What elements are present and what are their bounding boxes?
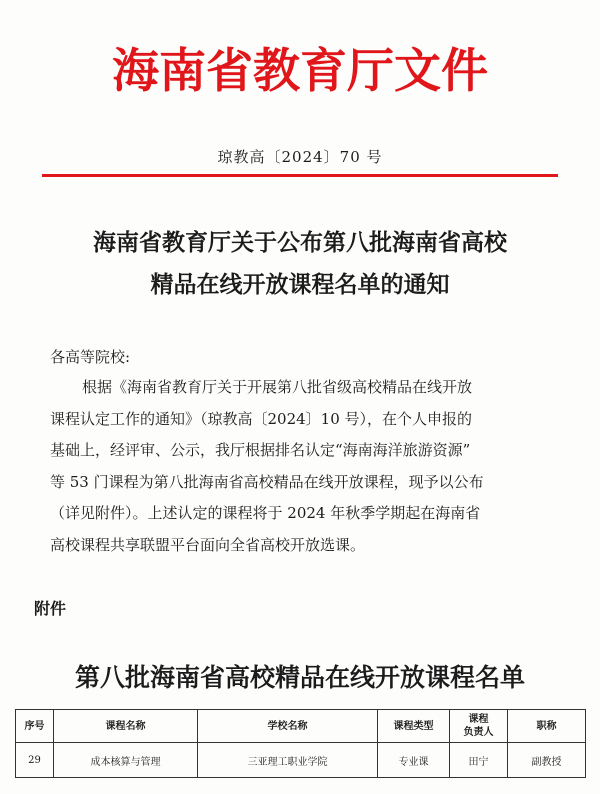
document-header-title: 海南省教育厅文件 — [112, 44, 488, 99]
cell-leader: 田宁 — [450, 743, 508, 778]
header-school: 学校名称 — [198, 710, 378, 743]
notice-title-line-1: 海南省教育厅关于公布第八批海南省高校 — [93, 230, 507, 256]
cell-school: 三亚理工职业学院 — [198, 743, 378, 778]
body-line: （详见附件）。上述认定的课程将于 2024 年秋季学期起在海南省 — [50, 504, 481, 522]
cell-seq: 29 — [16, 743, 54, 778]
document-number: 琼教高〔2024〕70 号 — [217, 148, 383, 166]
body-line: 等 53 门课程为第八批海南省高校精品在线开放课程，现予以公布 — [50, 472, 484, 491]
header-leader — [450, 710, 508, 743]
header-leader-line-2: 负责人 — [463, 727, 494, 738]
body-line: 基础上，经评审、公示，我厅根据排名认定“海南海洋旅游资源” — [50, 441, 471, 459]
table-header-row — [16, 710, 586, 743]
addressee: 各高等院校: — [50, 348, 131, 366]
header-rank: 职称 — [508, 710, 586, 743]
header-leader-line-1: 课程 — [468, 714, 489, 725]
cell-course: 成本核算与管理 — [54, 743, 198, 778]
table-row — [16, 743, 586, 778]
course-table — [15, 709, 586, 778]
header-type: 课程类型 — [378, 710, 450, 743]
attachment-label: 附件 — [34, 599, 67, 618]
body-line: 根据《海南省教育厅关于开展第八批省级高校精品在线开放 — [82, 378, 473, 396]
header-seq: 序号 — [16, 710, 54, 743]
notice-title-line-2: 精品在线开放课程名单的通知 — [150, 272, 450, 298]
notice-title — [0, 222, 600, 306]
body-line: 课程认定工作的通知》（琼教高〔2024〕10 号），在个人申报的 — [50, 409, 473, 428]
cell-type: 专业课 — [378, 743, 450, 778]
red-divider — [42, 174, 558, 177]
header-course: 课程名称 — [54, 710, 198, 743]
cell-rank: 副教授 — [508, 743, 586, 778]
notice-body — [50, 372, 576, 561]
body-line: 高校课程共享联盟平台面向全省高校开放选课。 — [50, 535, 366, 554]
course-list-title: 第八批海南省高校精品在线开放课程名单 — [74, 663, 525, 692]
